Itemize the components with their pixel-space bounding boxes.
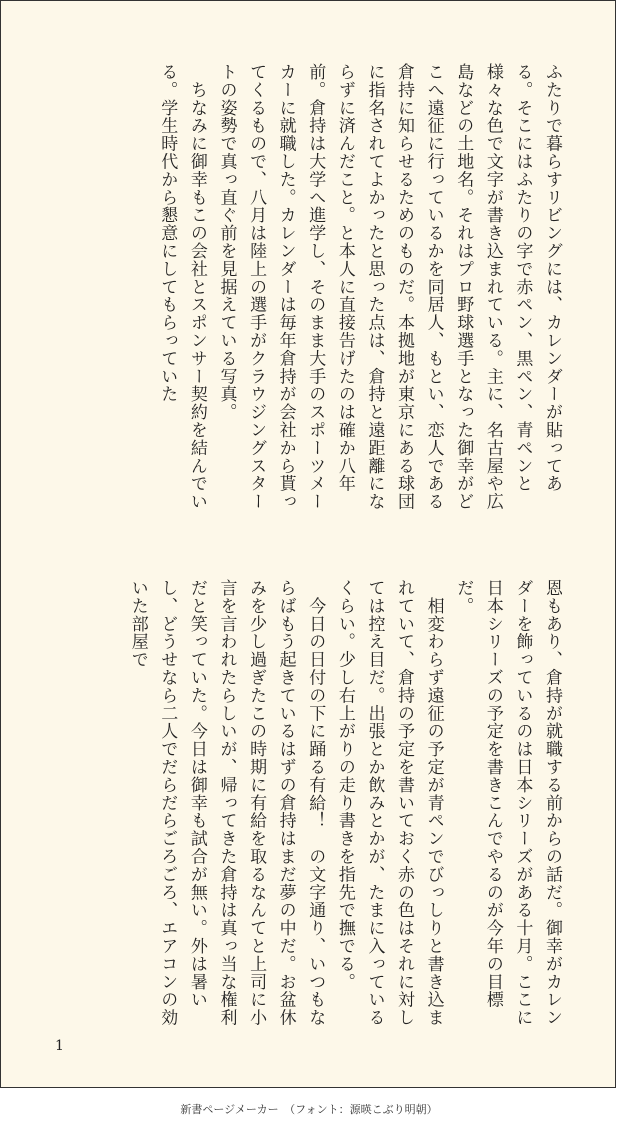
page-number: 1	[55, 1038, 64, 1054]
text-block-lower: 恩もあり、倉持が就職する前からの話だ。御幸がカレンダーを飾っているのは日本シリーズがある十月。ここに日本シリーズの予定を書きこんでやるのが今年の目標だ。 相変わらず遠征の予定が青ペンでびっしりと書き込まれていて、倉持の予定を書いておく赤の色はそれに対しては控え目だ。出張とか飲みとかが、たまに入っているくらい。少し右上がりの走り書きを指先で撫でる。 今日の日付の下に踊る有給！ の文字通り、いつもならばもう起きているはずの倉持はまだ夢の中だ。お盆休みを少し過ぎたこの時期に有給を取るなんてと上司に小言を言われたらしいが、帰ってきた倉持は真っ当な権利だと笑っていた。今日は御幸も試合が無い。外は暑いし、どうせなら二人でだらだらごろごろ、エアコンの効いた部屋で	[127, 579, 562, 1027]
footer-credit: 新書ページメーカー （フォント：源暎こぶり明朝）	[180, 1103, 438, 1116]
text-block-upper: ふたりで暮らすリビングには、カレンダーが貼ってある。そこにはふたりの字で赤ペン、黒ペン、青ペンと様々な色で文字が書き込まれている。主に、名古屋や広島などの土地名。それはプロ野球選手となった御幸がどこへ遠征に行っているかを同居人、もとい、恋人である倉持に知らせるためのものだ。本拠地が東京にある球団に指名されてよかったと思った点は、倉持と遠距離にならずに済んだこと。と本人に直接告げたのは確か八年前。倉持は大学へ進学し、そのまま大手のスポーツメーカーに就職した。カレンダーは毎年倉持が会社から貰ってくるもので、八月は陸上の選手がクラウジングスタートの姿勢で真っ直ぐ前を見据えている写真。 ちなみに御幸もこの会社とスポンサー契約を結んでいる。学生時代から懇意にしてもらっていた	[157, 63, 562, 511]
